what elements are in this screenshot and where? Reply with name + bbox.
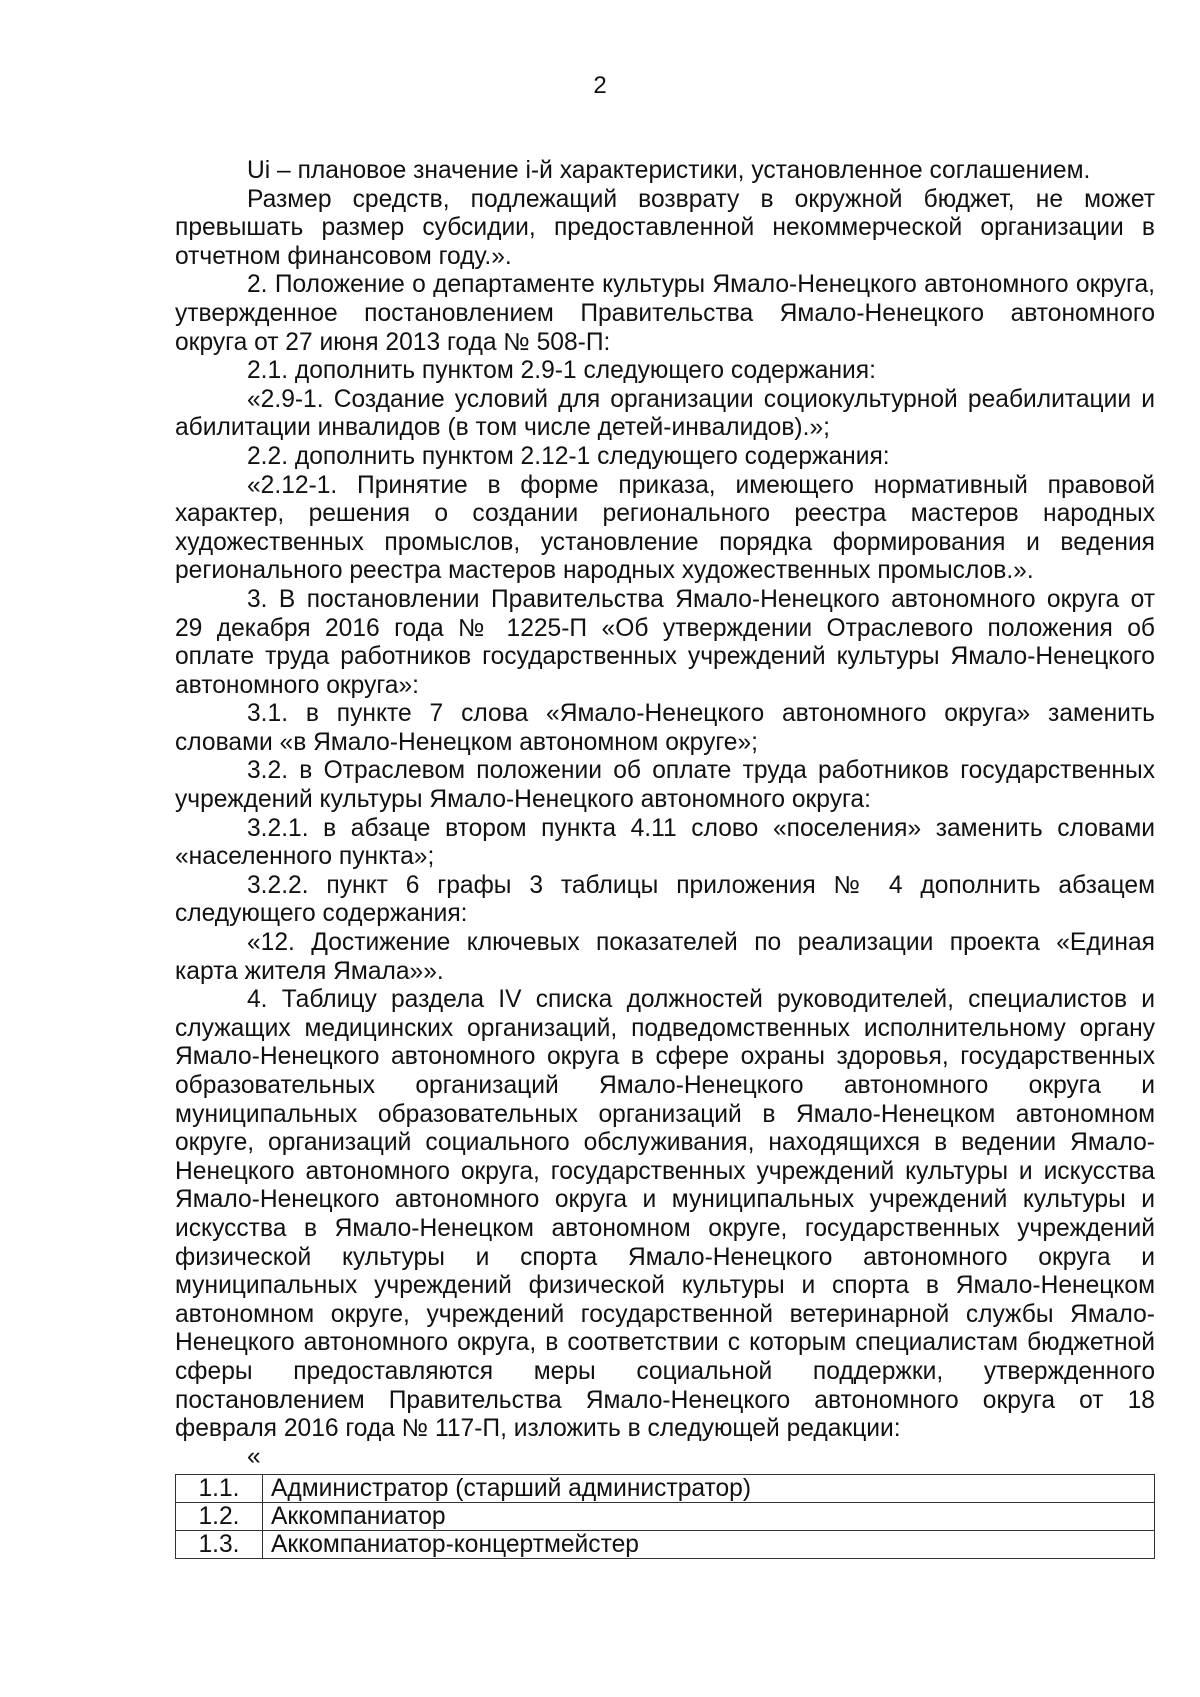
table-row: [176, 1474, 1155, 1502]
paragraph: 3.2.2. пункт 6 графы 3 таблицы приложения № 4 дополнить абзацем следующего содержания:: [175, 871, 1155, 928]
table-row: [176, 1530, 1155, 1558]
page-number: 2: [593, 72, 607, 99]
positions-table: [175, 1474, 1155, 1559]
paragraph: Ui – плановое значение i-й характеристики, установленное соглашением.: [247, 157, 1091, 184]
paragraph: 2. Положение о департаменте культуры Ямало-Ненецкого автономного округа, утвержденное постановлением Правительства Ямало-Ненецкого автономного округа от 27 июня 2013 года № 508-П:: [175, 271, 1155, 356]
opening-quote: «: [247, 1442, 261, 1470]
paragraph: 3. В постановлении Правительства Ямало-Ненецкого автономного округа от 29 декабря 2016 года № 1225-П «Об утверждении Отраслевого положения об оплате труда работников государственных учреждений культуры Ямало-Ненецкого автономного округа»:: [175, 585, 1155, 699]
paragraph: 2.1. дополнить пунктом 2.9-1 следующего содержания:: [247, 357, 876, 385]
row-number: 1.2.: [176, 1502, 263, 1530]
paragraph: 4. Таблицу раздела IV списка должностей руководителей, специалистов и служащих медицинских организаций, подведомственных исполнительному органу Ямало-Ненецкого автономного округа в сфере охраны здоровья, государственных образовательных организаций Ямало-Ненецкого автономного округа и муниципальных образовательных организаций в Ямало-Ненецком автономном округе, организаций социального обслуживания, находящихся в ведении Ямало-Ненецкого автономного округа, государственных учреждений культуры и искусства Ямало-Ненецкого автономного округа и муниципальных учреждений культуры и искусства в Ямало-Ненецком автономном округе, государственных учреждений физической культуры и спорта Ямало-Ненецкого автономного округа и муниципальных учреждений физической культуры и спорта в Ямало-Ненецком автономном округе, учреждений государственной ветеринарной службы Ямало-Ненецкого автономного округа, в соответствии с которым специалистам бюджетной сферы предоставляются меры социальной поддержки, утвержденного постановлением Правительства Ямало-Ненецкого автономного округа от 18 февраля 2016 года № 117-П, изложить в следующей редакции:: [175, 986, 1155, 1443]
row-number: 1.1.: [176, 1474, 263, 1502]
row-number: 1.3.: [176, 1530, 263, 1558]
paragraph: «2.9-1. Создание условий для организации социокультурной реабилитации и абилитации инвалидов (в том числе детей-инвалидов).»;: [175, 385, 1155, 442]
document-body: [175, 157, 1155, 1559]
position-title: Аккомпаниатор-концертмейстер: [263, 1530, 1155, 1558]
position-title: Администратор (старший администратор): [263, 1474, 1155, 1502]
paragraph: «2.12-1. Принятие в форме приказа, имеющего нормативный правовой характер, решения о создании регионального реестра мастеров народных художественных промыслов, установление порядка формирования и ведения регионального реестра мастеров народных художественных промыслов.».: [175, 471, 1155, 585]
paragraph: «12. Достижение ключевых показателей по реализации проекта «Единая карта жителя Ямала»».: [175, 929, 1155, 985]
paragraph: 3.1. в пункте 7 слова «Ямало-Ненецкого автономного округа» заменить словами «в Ямало-Ненецком автономном округе»;: [175, 700, 1155, 756]
paragraph: 2.2. дополнить пунктом 2.12-1 следующего содержания:: [247, 442, 890, 470]
paragraph: Размер средств, подлежащий возврату в окружной бюджет, не может превышать размер субсидии, предоставленной некоммерческой организации в отчетном финансовом году.».: [175, 185, 1155, 270]
position-title: Аккомпаниатор: [263, 1502, 1155, 1530]
paragraph: 3.2.1. в абзаце втором пункта 4.11 слово «поселения» заменить словами «населенного пункта»;: [175, 814, 1155, 871]
table-row: [176, 1502, 1155, 1530]
paragraph: 3.2. в Отраслевом положении об оплате труда работников государственных учреждений культуры Ямало-Ненецкого автономного округа:: [175, 757, 1155, 814]
